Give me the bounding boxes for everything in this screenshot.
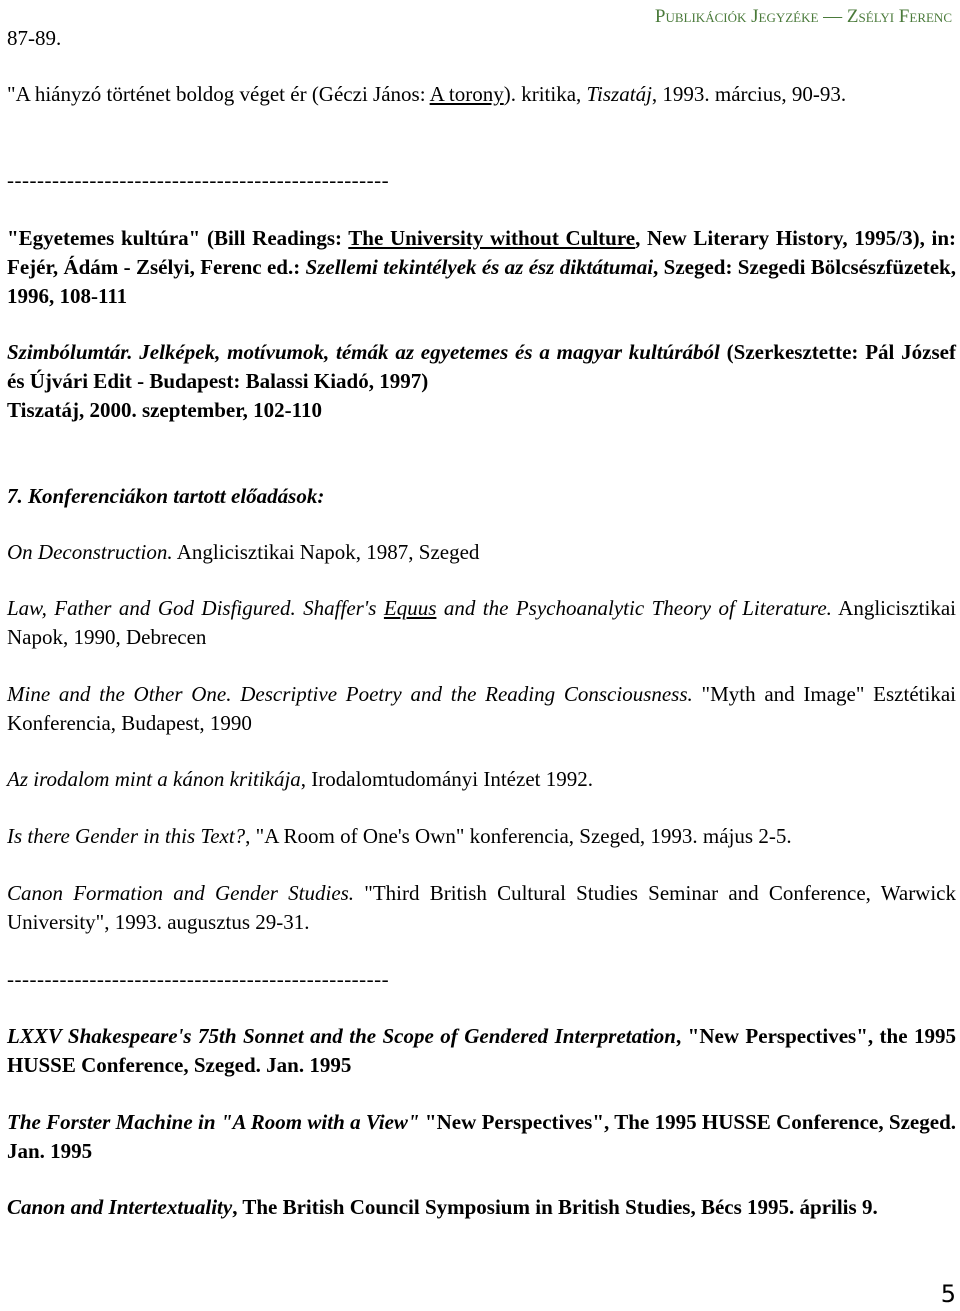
- talk-item: Mine and the Other One. Descriptive Poetry and the Reading Consciousness. "Myth and Image" Esztétikai Konferencia, Budapest, 1990: [7, 682, 956, 735]
- running-header-title: Publikációk Jegyzéke — Zsélyi Ferenc: [654, 6, 952, 27]
- continued-page-range: 87-89.: [7, 26, 62, 50]
- separator-line: ---------------------------------------------------: [7, 967, 390, 991]
- talk-item: Az irodalom mint a kánon kritikája, Irodalomtudományi Intézet 1992.: [7, 767, 593, 791]
- book-title-university: The University without Culture: [348, 226, 636, 250]
- talk-item: On Deconstruction. Anglicisztikai Napok, 1987, Szeged: [7, 540, 480, 564]
- talk-item: Canon Formation and Gender Studies. "Third British Cultural Studies Seminar and Conference, Warwick University", 1993. augusztus 29-31.: [7, 881, 957, 934]
- play-title-equus: Equus: [383, 596, 437, 620]
- separator-line: ---------------------------------------------------: [7, 168, 390, 192]
- book-title-szimbolumtar: Szimbólumtár. Jelképek, motívumok, témák az egyetemes és a magyar kultúrából: [7, 340, 720, 364]
- page-number: 5: [940, 1280, 956, 1308]
- journal-tiszataj: Tiszatáj: [586, 82, 652, 106]
- section-heading: 7. Konferenciákon tartott előadások:: [7, 484, 325, 508]
- talk-item: The Forster Machine in "A Room with a View" "New Perspectives", The 1995 HUSSE Conference, Szeged. Jan. 1995: [7, 1110, 956, 1163]
- talk-item: Is there Gender in this Text?, "A Room of One's Own" konferencia, Szeged, 1993. május 2-5.: [7, 824, 792, 848]
- entry-szimbolumtar-publication: Tiszatáj, 2000. szeptember, 102-110: [7, 398, 322, 422]
- entry-geczi-review: "A hiányzó történet boldog véget ér (Géczi János: A torony). kritika, Tiszatáj, 1993. március, 90-93.: [7, 82, 847, 106]
- entry-szimbolumtar-review: Szimbólumtár. Jelképek, motívumok, témák az egyetemes és a magyar kultúrából (Szerkesztette: Pál József és Újvári Edit - Budapest: Balassi Kiadó, 1997): [7, 340, 956, 393]
- entry-readings-review: "Egyetemes kultúra" (Bill Readings: The University without Culture, New Literary History, 1995/3), in: Fejér, Ádám - Zsélyi, Ferenc ed.: Szellemi tekintélyek és az ész diktátumai, Szeged: Szegedi Bölcsészfüzetek, 1996, 108-111: [7, 226, 956, 308]
- talk-item: Canon and Intertextuality, The British Council Symposium in British Studies, Bécs 1995. április 9.: [7, 1195, 878, 1219]
- talk-item: Law, Father and God Disfigured. Shaffer's Equus and the Psychoanalytic Theory of Literature. Anglicisztikai Napok, 1990, Debrecen: [7, 596, 956, 649]
- talk-item: LXXV Shakespeare's 75th Sonnet and the Scope of Gendered Interpretation, "New Perspectives", the 1995 HUSSE Conference, Szeged. Jan. 1995: [7, 1024, 956, 1077]
- book-title-a-torony: A torony: [429, 82, 504, 106]
- book-title-szellemi: Szellemi tekintélyek és az ész diktátumai: [305, 255, 654, 279]
